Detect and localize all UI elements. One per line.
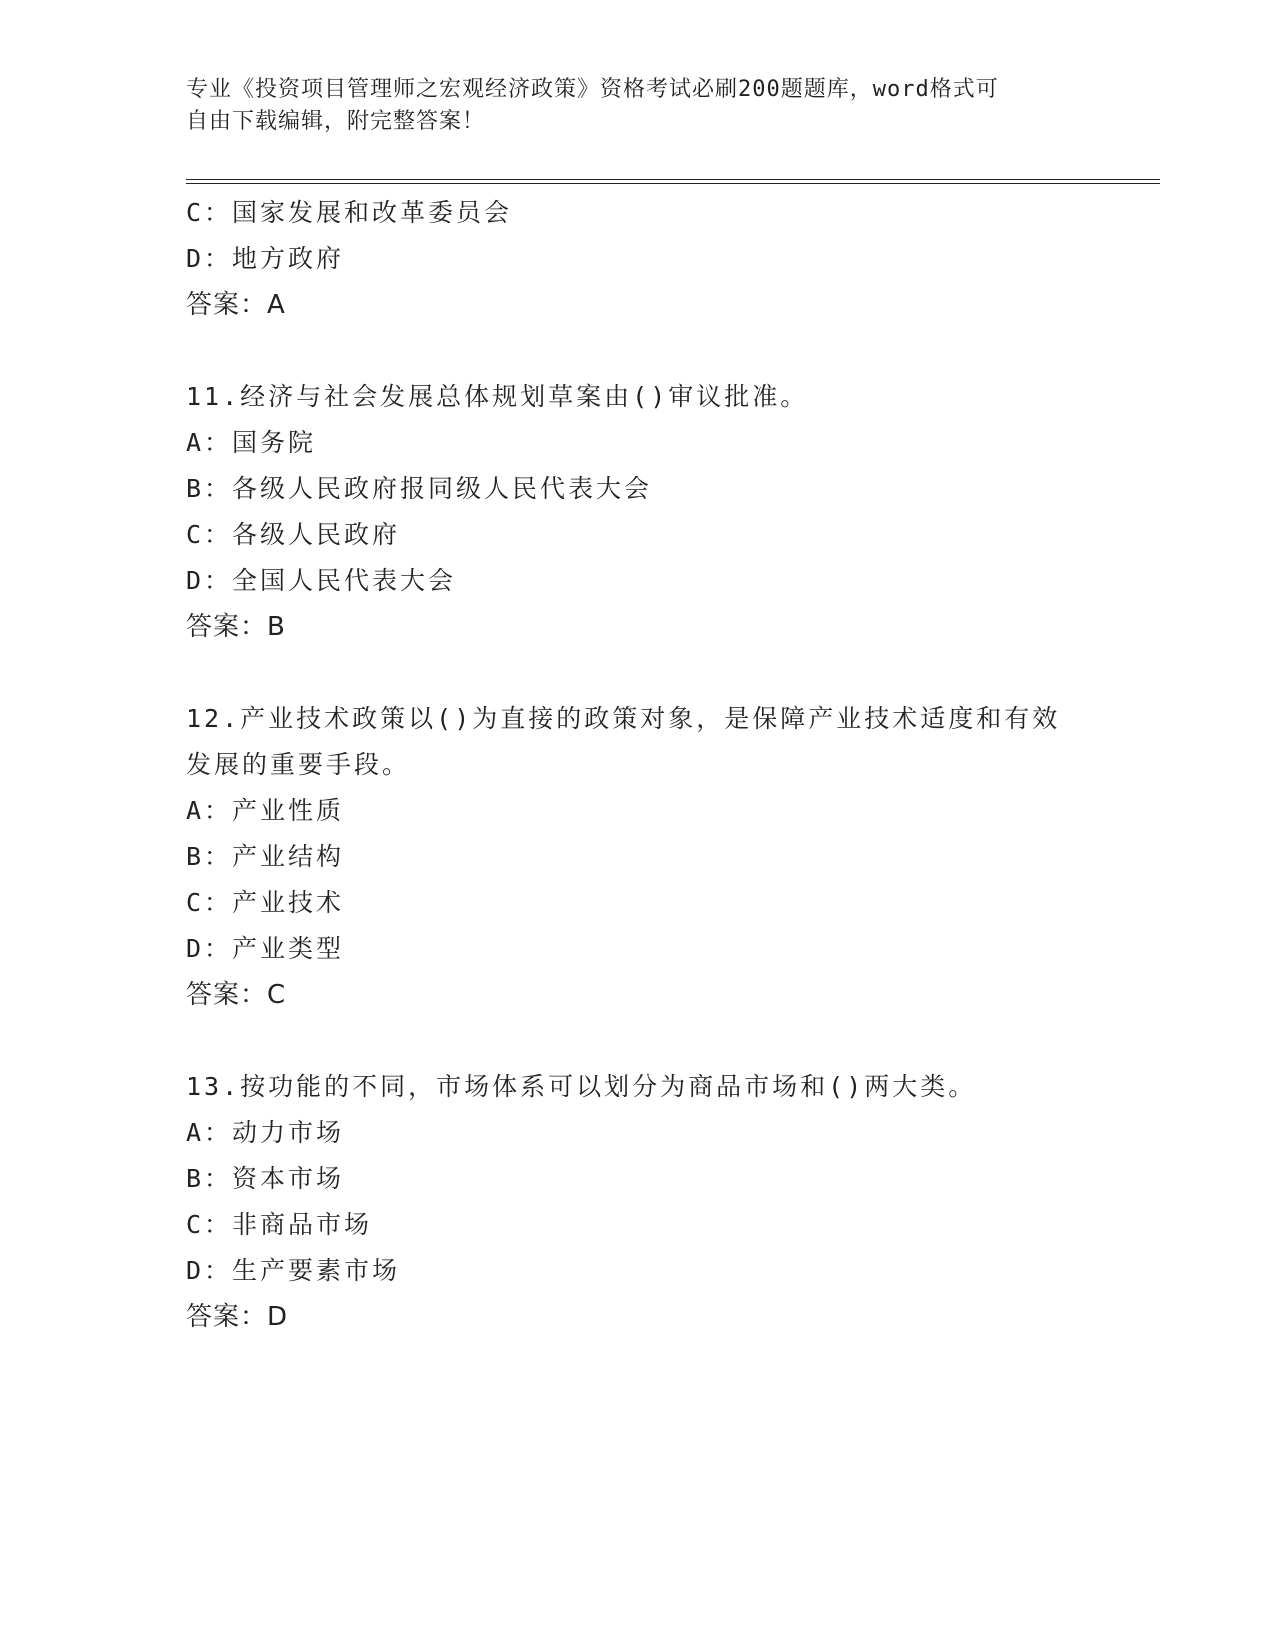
question-block-11 [186,374,1086,650]
header-divider-bottom [186,183,1160,184]
option-b: B：各级人民政府报同级人民代表大会 [186,474,653,503]
spacer [186,328,1086,374]
option-a: A：产业性质 [186,796,345,825]
option-c: C：非商品市场 [186,1210,373,1239]
question-stem: 13.按功能的不同，市场体系可以划分为商品市场和()两大类。 [186,1072,977,1101]
question-block-13 [186,1064,1086,1340]
option-c: C：产业技术 [186,888,345,917]
header-title-line-2: 自由下载编辑，附完整答案！ [186,109,486,134]
option-a: A：动力市场 [186,1118,345,1147]
option-d: D：产业类型 [186,934,345,963]
option-d: D：全国人民代表大会 [186,566,457,595]
question-stem-continued: 发展的重要手段。 [186,750,411,779]
option-a: A：国务院 [186,428,317,457]
document-header [186,74,1066,138]
option-c: C：各级人民政府 [186,520,401,549]
answer-line: 答案：A [186,290,286,320]
question-block-12 [186,696,1086,1018]
question-block-continued [186,190,1086,328]
option-b: B：资本市场 [186,1164,345,1193]
answer-line: 答案：D [186,1302,289,1332]
option-d: D：地方政府 [186,244,345,273]
question-stem: 11.经济与社会发展总体规划草案由()审议批准。 [186,382,809,411]
spacer [186,650,1086,696]
question-list [186,190,1086,1340]
spacer [186,1018,1086,1064]
option-b: B：产业结构 [186,842,345,871]
answer-line: 答案：B [186,612,286,642]
question-stem: 12.产业技术政策以()为直接的政策对象，是保障产业技术适度和有效 [186,704,1061,733]
option-c: C：国家发展和改革委员会 [186,198,513,227]
option-d: D：生产要素市场 [186,1256,401,1285]
answer-line: 答案：C [186,980,287,1010]
header-title-line-1: 专业《投资项目管理师之宏观经济政策》资格考试必刷200题题库，word格式可 [186,77,999,102]
header-divider-top [186,179,1160,180]
